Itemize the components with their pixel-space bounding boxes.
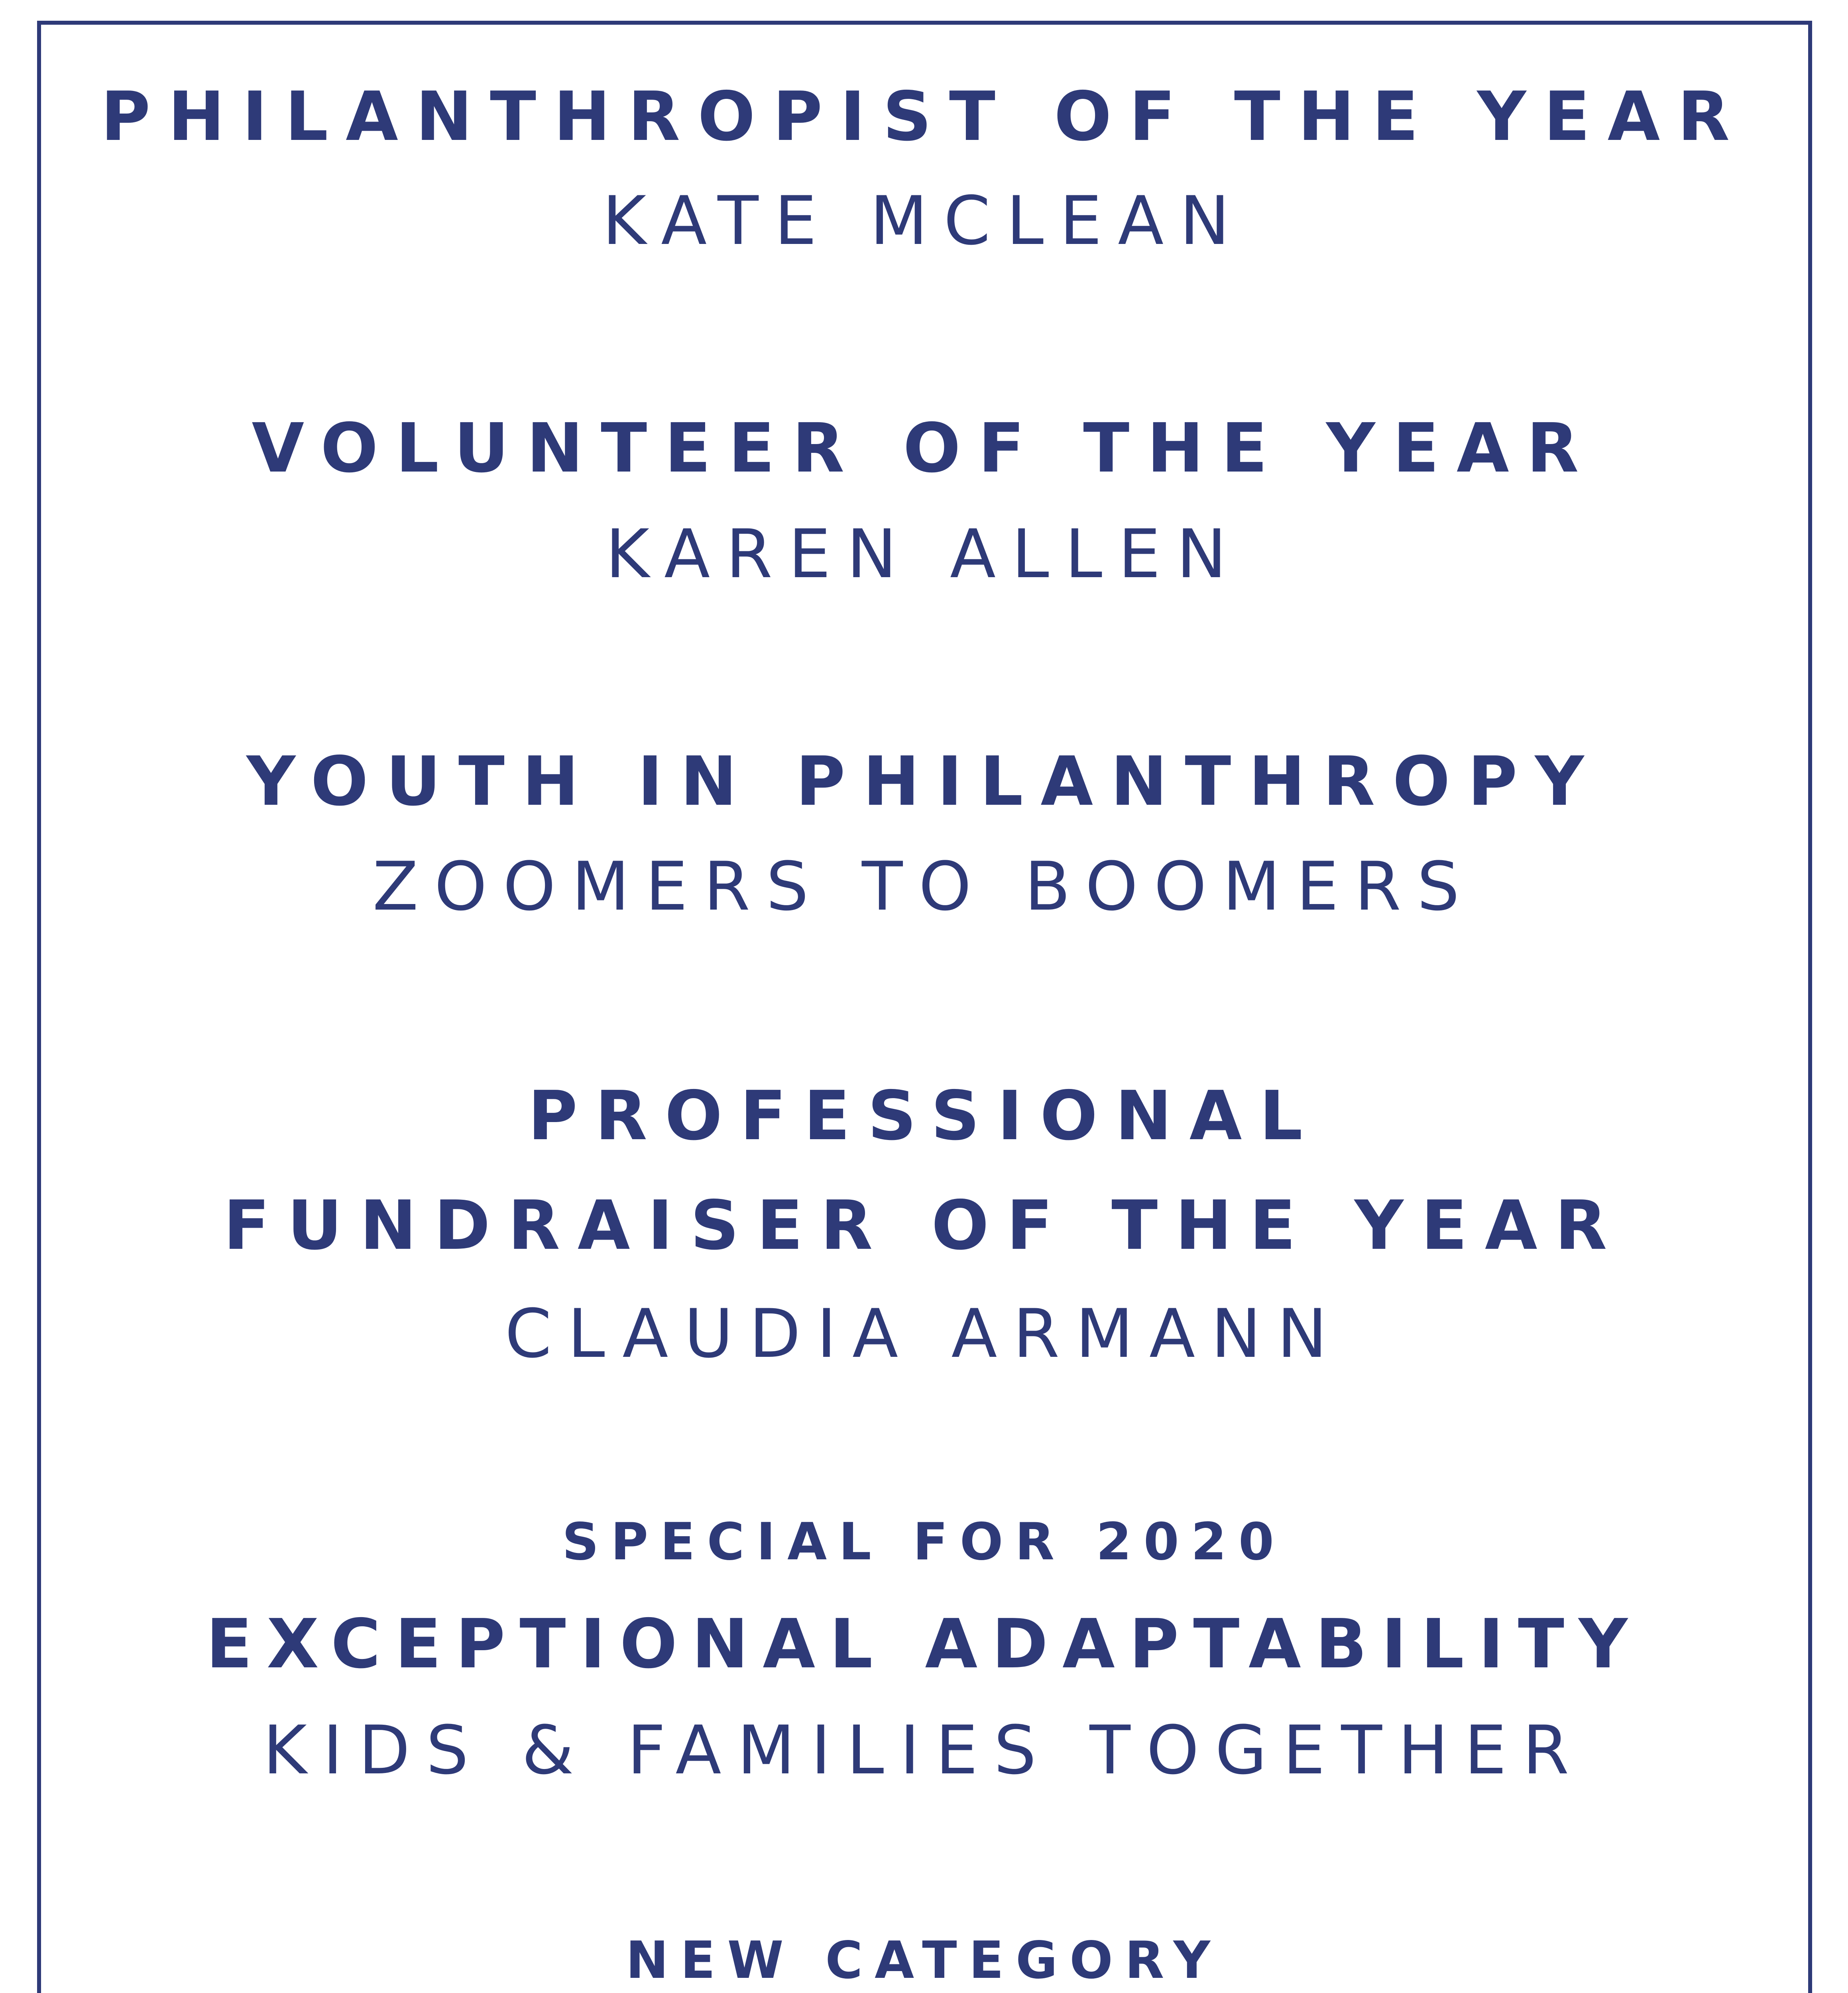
award-prefix-special: SPECIAL FOR 2020: [562, 1512, 1286, 1572]
award-recipient-professional: CLAUDIA ARMANN: [505, 1295, 1343, 1373]
award-recipient-volunteer: KAREN ALLEN: [605, 515, 1243, 593]
award-recipient-philanthropist: KATE MCLEAN: [602, 182, 1246, 260]
award-recipient-adaptability: KIDS & FAMILIES TOGETHER: [263, 1711, 1585, 1789]
award-recipient-youth: ZOOMERS TO BOOMERS: [372, 847, 1476, 926]
award-prefix-new-category: NEW CATEGORY: [625, 1931, 1223, 1990]
award-category-adaptability: EXCEPTIONAL ADAPTABILITY: [206, 1605, 1642, 1684]
page-border: [37, 21, 1812, 1993]
award-category-volunteer: VOLUNTEER OF THE YEAR: [252, 409, 1596, 488]
award-category-professional-line1: PROFESSIONAL: [528, 1077, 1320, 1156]
award-category-philanthropist: PHILANTHROPIST OF THE YEAR: [100, 77, 1748, 156]
award-category-professional-line2: FUNDRAISER OF THE YEAR: [223, 1186, 1625, 1265]
award-category-youth: YOUTH IN PHILANTHROPY: [246, 742, 1602, 821]
